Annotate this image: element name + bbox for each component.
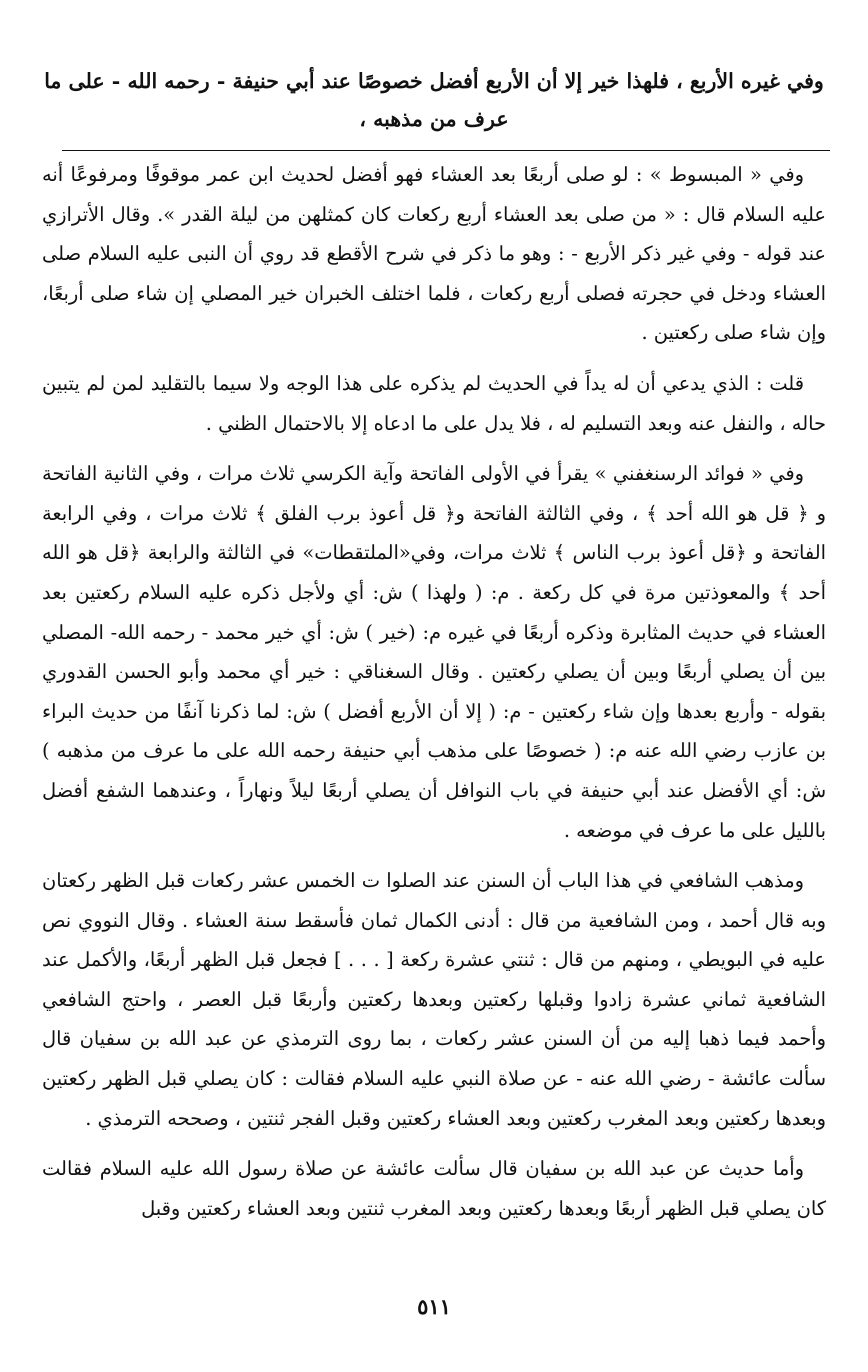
page-number: ٥١١ [417, 1294, 451, 1319]
running-header: وفي غيره الأربع ، فلهذا خير إلا أن الأربع أفضل خصوصًا عند أبي حنيفة - رحمه الله - على ما عرف من مذهبه ، [44, 69, 824, 131]
commentary-body [38, 155, 830, 1228]
book-page [38, 62, 830, 1352]
paragraph-fawaid: وفي « فوائد الرسنغفني » يقرأ في الأولى الفاتحة وآية الكرسي ثلاث مرات ، وفي الثانية الفاتحة و ﴿ قل هو الله أحد ﴾ ، وفي الثالثة الفاتحة و﴿ قل أعوذ برب الفلق ﴾ ثلاث مرات ، وفي الرابعة الفاتحة و ﴿قل أعوذ برب الناس ﴾ ثلاث مرات، وفي«الملتقطات» في الثالثة والرابعة ﴿قل هو الله أحد ﴾ والمعوذتين مرة في كل ركعة . م: ( ولهذا ) ش: أي ولأجل ذكره عليه السلام ركعتين بعد العشاء في حديث المثابرة وذكره أربعًا في غيره م: (خير ) ش: أي خير محمد - رحمه الله- المصلي بين أن يصلي أربعًا وبين أن يصلي ركعتين . وقال السغناقي : خير أي محمد وأبو الحسن القدوري بقوله - وأربع بعدها وإن شاء ركعتين - م: ( إلا أن الأربع أفضل ) ش: لما ذكرنا آنفًا من حديث البراء بن عازب رضي الله عنه م: ( خصوصًا على مذهب أبي حنيفة رحمه الله على ما عرف من مذهبه ) ش: أي الأفضل عند أبي حنيفة في باب النوافل أن يصلي أربعًا ليلاً ونهاراً ، وعندهما الشفع أفضل بالليل على ما عرف في موضعه . [42, 462, 826, 842]
paragraph-qultu: قلت : الذي يدعي أن له يداً في الحديث لم يذكره على هذا الوجه ولا سيما بالتقليد لمن لم يتبين حاله ، والنفل عنه وبعد التسليم له ، فلا يدل على ما ادعاه إلا بالاحتمال الظني . [42, 371, 826, 435]
paragraph-shafii: ومذهب الشافعي في هذا الباب أن السنن عند الصلوا ت الخمس عشر ركعات قبل الظهر ركعتان وبه قال أحمد ، ومن الشافعية من قال : أدنى الكمال ثمان فأسقط سنة العشاء . وقال النووي نص عليه في البويطي ، ومنهم من قال : ثنتي عشرة ركعة [ . . . ] فجعل قبل الظهر أربعًا، والأكمل عند الشافعية ثماني عشرة زادوا وقبلها ركعتين وبعدها ركعتين وأربعًا قبل العصر ، واحتج الشافعي وأحمد فيما ذهبا إليه من أن السنن عشر ركعات ، بما روى الترمذي عن عبد الله بن سفيان قال سألت عائشة - رضي الله عنه - عن صلاة النبي عليه السلام فقالت : كان يصلي قبل الظهر ركعتين وبعدها ركعتين وبعد المغرب ركعتين وبعد العشاء ركعتين وقبل الفجر ثنتين ، وصححه الترمذي . [42, 869, 826, 1130]
paragraph-hadith-aisha: وأما حديث عن عبد الله بن سفيان قال سألت عائشة عن صلاة رسول الله عليه السلام فقالت كان يصلي قبل الظهر أربعًا وبعدها ركعتين وبعد المغرب ثنتين وبعد العشاء ركعتين وقبل [42, 1157, 826, 1220]
paragraph-mabsut: وفي « المبسوط » : لو صلى أربعًا بعد العشاء فهو أفضل لحديث ابن عمر موقوفًا ومرفوعًا أنه عليه السلام قال : « من صلى بعد العشاء أربع ركعات كان كمثلهن من ليلة القدر ». وقال الأترازي عند قوله - وفي غير ذكر الأربع - : وهو ما ذكر في شرح الأقطع قد روي أن النبى عليه السلام صلى العشاء ودخل في حجرته فصلى أربع ركعات ، فلما اختلف الخبران خير المصلي إن شاء صلى أربعًا، وإن شاء صلى ركعتين . [42, 163, 826, 345]
header-divider [62, 150, 830, 151]
